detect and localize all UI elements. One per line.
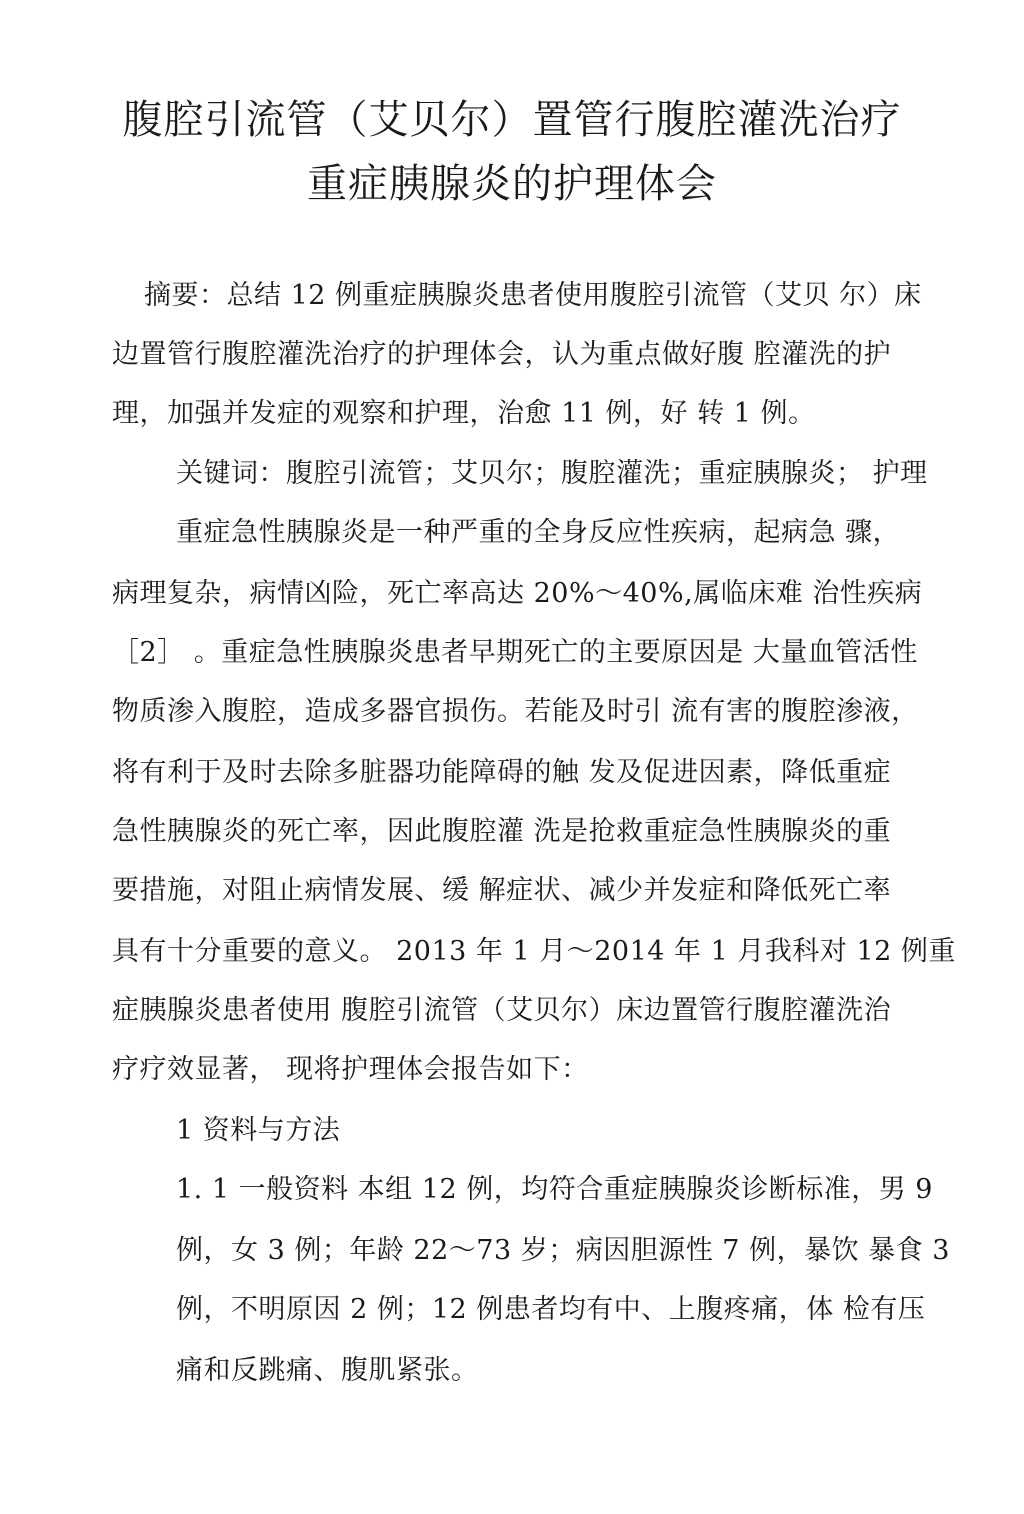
intro-line-7: 要措施，对阻止病情发展、缓 解症状、减少并发症和降低死亡率 <box>112 875 892 906</box>
abstract-line-3: 理，加强并发症的观察和护理，治愈 11 例，好 转 1 例。 <box>112 398 816 429</box>
subsection-line-2: 例，女 3 例；年龄 22～73 岁；病因胆源性 7 例，暴饮 暴食 3 <box>176 1235 950 1266</box>
subsection-line-3: 例，不明原因 2 例；12 例患者均有中、上腹疼痛，体 检有压 <box>176 1294 926 1325</box>
subsection-line-4: 痛和反跳痛、腹肌紧张。 <box>176 1355 479 1386</box>
intro-line-10: 疗疗效显著， 现将护理体会报告如下： <box>112 1054 589 1085</box>
intro-line-6: 急性胰腺炎的死亡率，因此腹腔灌 洗是抢救重症急性胰腺炎的重 <box>112 816 892 847</box>
intro-line-4: 物质渗入腹腔，造成多器官损伤。若能及时引 流有害的腹腔渗液， <box>112 696 919 727</box>
subsection-line-1: 1. 1 一般资料 本组 12 例，均符合重症胰腺炎诊断标准，男 9 <box>176 1174 933 1205</box>
document-title-line-1: 腹腔引流管（艾贝尔）置管行腹腔灌洗治疗 <box>122 97 902 143</box>
document-title-line-2: 重症胰腺炎的护理体会 <box>307 161 717 207</box>
intro-line-8: 具有十分重要的意义。 2013 年 1 月～2014 年 1 月我科对 12 例重 <box>112 936 956 967</box>
intro-line-1: 重症急性胰腺炎是一种严重的全身反应性疾病，起病急 骤， <box>176 517 901 548</box>
intro-line-5: 将有利于及时去除多脏器功能障碍的触 发及促进因素，降低重症 <box>112 757 892 788</box>
abstract-line-2: 边置管行腹腔灌洗治疗的护理体会，认为重点做好腹 腔灌洗的护 <box>112 339 892 370</box>
intro-line-3: ［2］ 。重症急性胰腺炎患者早期死亡的主要原因是 大量血管活性 <box>112 637 918 668</box>
keywords-line: 关键词：腹腔引流管；艾贝尔；腹腔灌洗；重症胰腺炎； 护理 <box>176 458 928 489</box>
intro-line-9: 症胰腺炎患者使用 腹腔引流管（艾贝尔）床边置管行腹腔灌洗治 <box>112 995 892 1026</box>
section-heading: 1 资料与方法 <box>176 1115 341 1146</box>
abstract-line-1: 摘要：总结 12 例重症胰腺炎患者使用腹腔引流管（艾贝 尔）床 <box>144 280 922 311</box>
intro-line-2: 病理复杂，病情凶险，死亡率高达 20%～40%,属临床难 治性疾病 <box>112 578 923 609</box>
